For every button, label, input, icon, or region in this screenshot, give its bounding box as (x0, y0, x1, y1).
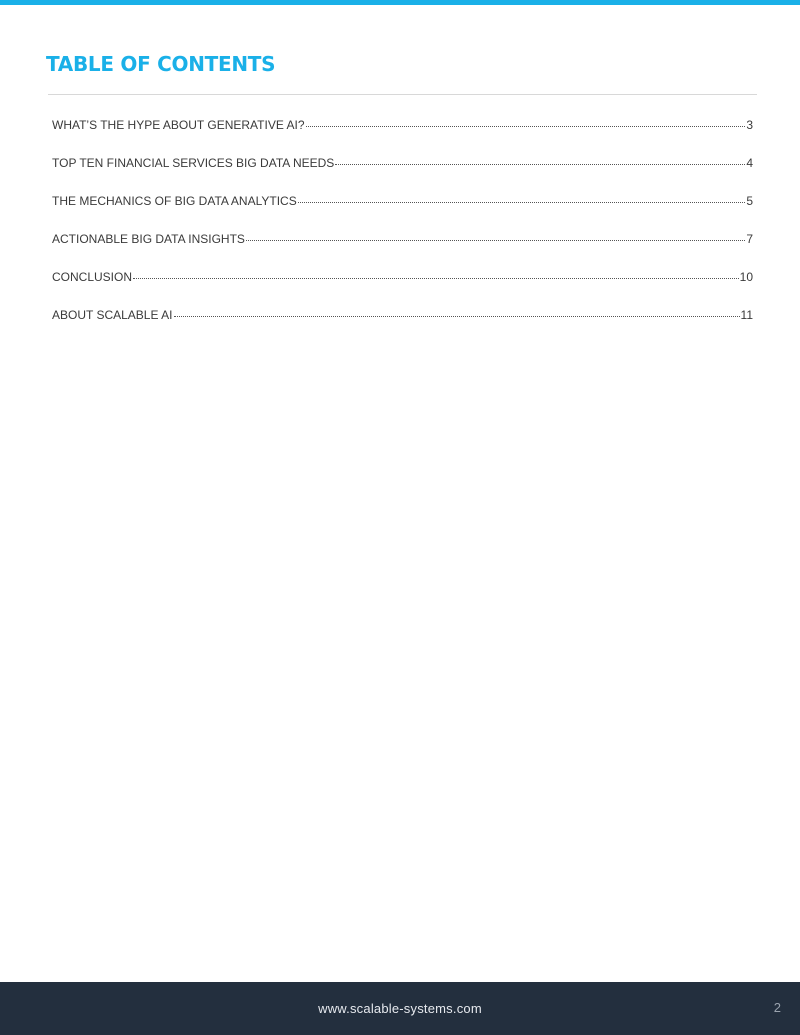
toc-entry-page: 5 (746, 194, 753, 208)
page-footer (0, 982, 800, 1035)
page-title: TABLE OF CONTENTS (46, 52, 276, 76)
toc-entry-page: 7 (746, 232, 753, 246)
dot-leader (306, 126, 746, 127)
toc-entry-conclusion[interactable] (52, 268, 753, 306)
dot-leader (174, 316, 740, 317)
footer-page-number: 2 (773, 1000, 781, 1015)
toc-entry-page: 3 (746, 118, 753, 132)
toc-entry-about-scalable-ai[interactable] (52, 306, 753, 344)
top-accent-bar (0, 0, 800, 5)
dot-leader (298, 202, 746, 203)
toc-entry-actionable-insights[interactable] (52, 230, 753, 268)
toc-entry-label: CONCLUSION (52, 270, 133, 284)
footer-website-link[interactable]: www.scalable-systems.com (318, 1001, 482, 1016)
toc-entry-label: WHAT’S THE HYPE ABOUT GENERATIVE AI? (52, 118, 305, 132)
toc-entry-label: ACTIONABLE BIG DATA INSIGHTS (52, 232, 245, 246)
title-divider (48, 94, 757, 95)
toc-entry-page: 11 (740, 308, 753, 322)
toc-entry-label: TOP TEN FINANCIAL SERVICES BIG DATA NEEDS (52, 156, 335, 170)
toc-entry-page: 4 (746, 156, 753, 170)
toc-entry-page: 10 (739, 270, 753, 284)
dot-leader (335, 164, 745, 165)
toc-entry-top-ten-needs[interactable] (52, 154, 753, 192)
toc-entry-label: ABOUT SCALABLE AI (52, 308, 173, 322)
toc-entry-label: THE MECHANICS OF BIG DATA ANALYTICS (52, 194, 297, 208)
toc-entry-hype-generative-ai[interactable] (52, 116, 753, 154)
dot-leader (246, 240, 745, 241)
dot-leader (133, 278, 739, 279)
toc-list (52, 116, 753, 344)
toc-entry-mechanics[interactable] (52, 192, 753, 230)
